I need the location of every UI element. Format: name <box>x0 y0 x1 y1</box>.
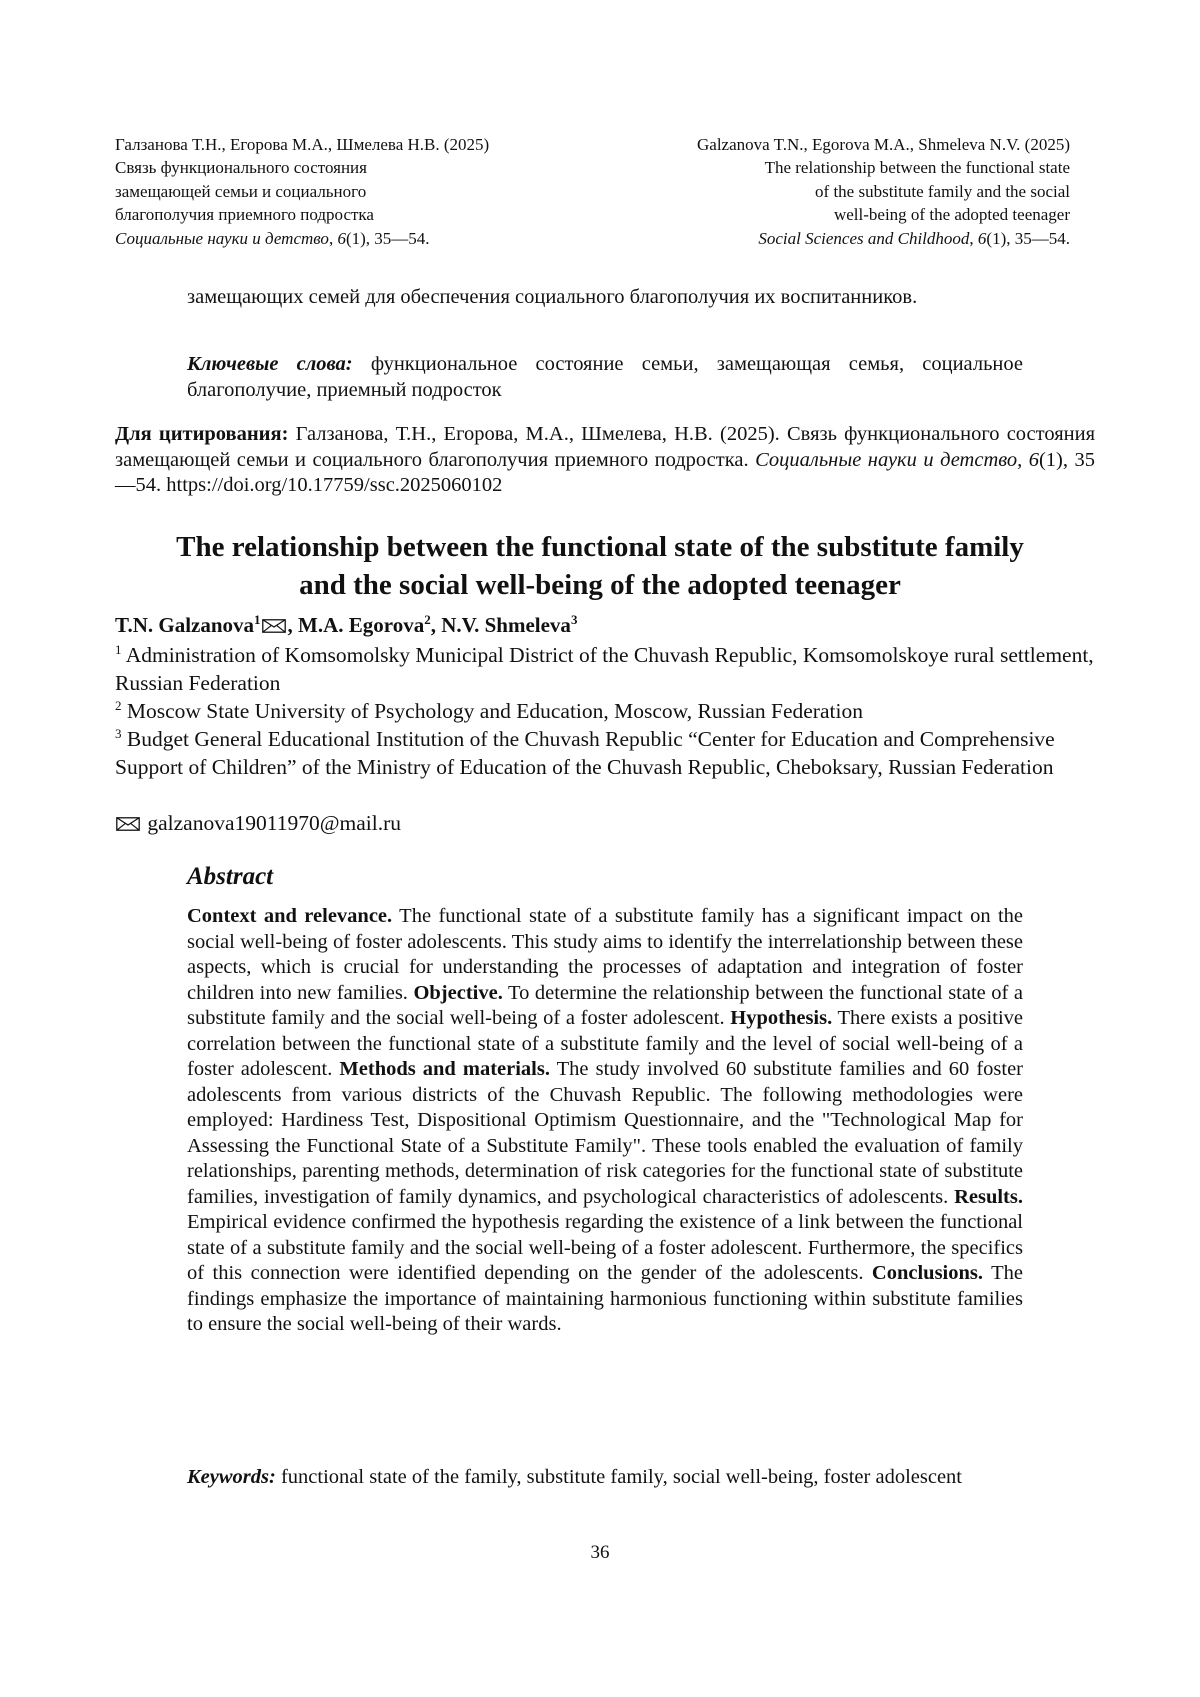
header-en-authors: Galzanova T.N., Egorova M.A., Shmeleva N.V. (2025) <box>697 133 1070 156</box>
author-2: M.A. Egorova <box>298 613 424 637</box>
article-title-line1: The relationship between the functional state of the substitute family <box>100 528 1100 566</box>
header-ru-issue: (1), 35—54. <box>346 229 430 248</box>
abstract-heading: Abstract <box>187 863 273 891</box>
header-en-journal: Social Sciences and Childhood, 6(1), 35—54. <box>697 227 1070 250</box>
en-keywords-label: Keywords: <box>187 1466 276 1488</box>
affiliation-2-text: Moscow State University of Psychology and Education, Moscow, Russian Federation <box>127 699 863 723</box>
header-en-title-line: well-being of the adopted teenager <box>697 203 1070 226</box>
corresponding-email <box>115 809 1095 837</box>
citation <box>115 422 1095 499</box>
results-text: Empirical evidence confirmed the hypothesis regarding the existence of a link between the functional state of a substitute family and the social well-being of a foster adolescent. Furthermore, the specifics of this connection were identified depending on the gender of the adolescents. <box>187 1211 1023 1284</box>
context-label: Context and relevance. <box>187 905 392 927</box>
affiliation-3 <box>115 725 1095 781</box>
methods-label: Methods and materials. <box>339 1058 550 1080</box>
citation-label: Для цитирования: <box>115 423 288 445</box>
header-en-journal-name: Social Sciences and Childhood <box>758 229 969 248</box>
header-ru-title-line: Связь функционального состояния <box>115 156 489 179</box>
header-ru-title-line: замещающей семьи и социального <box>115 180 489 203</box>
abstract-body <box>187 904 1023 1338</box>
citation-text: Галзанова, Т.Н., Егорова, М.А., Шмелева, Н.В. (2025). Связь функционального состояния замещающей семьи и социального благополучия приемного подростка. <box>115 423 1095 471</box>
running-header-ru <box>115 133 489 250</box>
envelope-icon <box>116 817 140 831</box>
header-ru-journal: Социальные науки и детство, 6(1), 35—54. <box>115 227 489 250</box>
results-label: Results. <box>954 1186 1023 1208</box>
en-keywords <box>187 1465 1023 1491</box>
author-3: N.V. Shmeleva <box>441 613 571 637</box>
hypothesis-label: Hypothesis. <box>730 1007 832 1029</box>
header-ru-title-line: благополучия приемного подростка <box>115 203 489 226</box>
author-2-affiliation: 2 <box>424 612 431 627</box>
running-header-en <box>697 133 1070 250</box>
article-title-line2: and the social well-being of the adopted teenager <box>100 566 1100 604</box>
header-ru-authors: Галзанова Т.Н., Егорова М.А., Шмелева Н.В. (2025) <box>115 133 489 156</box>
ru-abstract-end: замещающих семей для обеспечения социального благополучия их воспитанников. <box>187 285 1023 311</box>
page-number: 36 <box>0 1542 1200 1564</box>
header-ru-volume: 6 <box>337 229 346 248</box>
header-en-title-line: of the substitute family and the social <box>697 180 1070 203</box>
authors-line: T.N. Galzanova1 , M.A. Egorova2, N.V. Shmeleva3 <box>115 612 577 638</box>
article-title <box>100 528 1100 604</box>
header-en-title-line: The relationship between the functional state <box>697 156 1070 179</box>
ru-keywords-text: функциональное состояние семьи, замещающая семья, социальное благополучие, приемный подросток <box>187 353 1023 401</box>
conclusions-text: The findings emphasize the importance of maintaining harmonious functioning within substitute families to ensure the social well-being of their wards. <box>187 1262 1023 1335</box>
affiliation-2-number: 2 <box>115 698 122 713</box>
header-en-volume: 6 <box>978 229 987 248</box>
citation-doi: (1), 35—54. https://doi.org/10.17759/ssc.2025060102 <box>115 449 1095 497</box>
conclusions-label: Conclusions. <box>872 1262 983 1284</box>
objective-text: To determine the relationship between the functional state of a substitute family and the social well-being of a foster adolescent. <box>187 982 1023 1030</box>
affiliation-1-number: 1 <box>115 642 122 657</box>
affiliation-1 <box>115 641 1095 697</box>
en-keywords-text: functional state of the family, substitute family, social well-being, foster adolescent <box>276 1466 962 1488</box>
header-ru-journal-name: Социальные науки и детство <box>115 229 329 248</box>
hypothesis-text: There exists a positive correlation between the functional state of a substitute family and the level of social well-being of a foster adolescent. <box>187 1007 1023 1080</box>
context-text: The functional state of a substitute family has a significant impact on the social well-being of foster adolescents. This study aims to identify the interrelationship between these aspects, which is crucial for understanding the processes of adaptation and integration of foster children into new families. <box>187 905 1023 1004</box>
affiliation-3-text: Budget General Educational Institution of the Chuvash Republic “Center for Education and Comprehensive Support of Children” of the Ministry of Education of the Chuvash Republic, Cheboksary, Russian Federation <box>115 727 1055 779</box>
methods-text: The study involved 60 substitute families and 60 foster adolescents from various districts of the Chuvash Republic. The following methodologies were employed: Hardiness Test, Dispositional Optimism Questionnaire, and the "Technological Map for Assessing the Functional State of a Substitute Family". These tools enabled the evaluation of family relationships, parenting methods, determination of risk categories for the functional state of substitute families, investigation of family dynamics, and psychological characteristics of adolescents. <box>187 1058 1023 1208</box>
ru-keywords-label: Ключевые слова: <box>187 353 353 375</box>
ru-keywords <box>187 352 1023 403</box>
author-1: T.N. Galzanova <box>115 613 254 637</box>
affiliation-3-number: 3 <box>115 726 122 741</box>
citation-journal: Социальные науки и детство, 6 <box>755 449 1039 471</box>
affiliation-1-text: Administration of Komsomolsky Municipal District of the Chuvash Republic, Komsomolskoye rural settlement, Russian Federation <box>115 643 1094 695</box>
header-en-issue: (1), 35—54. <box>986 229 1070 248</box>
author-1-affiliation: 1 <box>254 612 261 627</box>
email-address[interactable]: galzanova19011970@mail.ru <box>147 811 401 835</box>
author-3-affiliation: 3 <box>571 612 578 627</box>
envelope-icon <box>262 619 286 633</box>
objective-label: Objective. <box>413 982 502 1004</box>
affiliation-2 <box>115 697 1095 725</box>
